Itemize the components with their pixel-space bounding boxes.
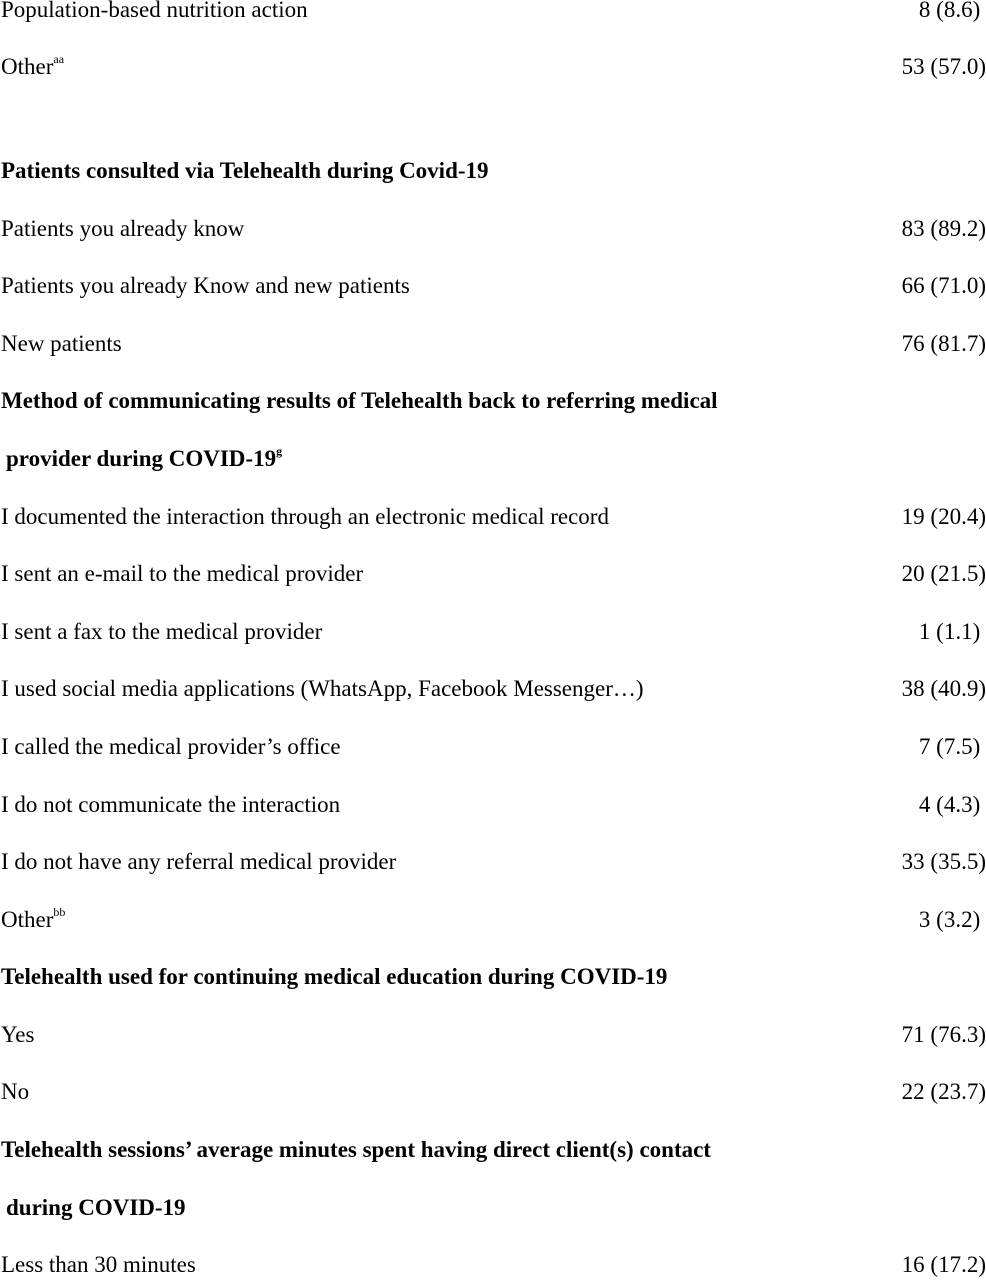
row-value: 71 (76.3): [901, 1022, 986, 1047]
row-label: Patients you already Know and new patients: [1, 273, 410, 298]
row-label: [1, 52, 64, 82]
section-heading-text: Telehealth sessions’ average minutes spent having direct client(s) contact: [1, 1137, 711, 1162]
row-label-text: Other: [1, 54, 54, 79]
section-heading-continued: [0, 1193, 986, 1223]
table-row: [0, 271, 986, 301]
section-heading-text: Method of communicating results of Telehealth back to referring medical: [1, 388, 718, 413]
section-heading: [0, 962, 986, 992]
section-heading: [0, 156, 986, 186]
table-row: [0, 559, 986, 589]
row-label: I sent an e-mail to the medical provider: [1, 561, 364, 586]
table-row: [0, 847, 986, 877]
section-heading-text: Patients consulted via Telehealth during Covid-19: [1, 158, 489, 183]
table-row: [0, 52, 986, 82]
table-row: [0, 1077, 986, 1107]
row-value: 76 (81.7): [901, 331, 986, 356]
table-row: [0, 674, 986, 704]
table-row: [0, 790, 986, 820]
section-heading: [0, 1135, 986, 1165]
section-heading-text: Telehealth used for continuing medical education during COVID-19: [1, 964, 668, 989]
row-value: 8 (8.6): [918, 0, 986, 22]
table-row: [0, 1020, 986, 1050]
row-value: 7 (7.5): [918, 734, 986, 759]
row-value: 1 (1.1): [918, 619, 986, 644]
table-row: [0, 329, 986, 359]
footnote-marker: aa: [53, 52, 65, 67]
row-value: 3 (3.2): [918, 907, 986, 932]
row-label: Less than 30 minutes: [1, 1252, 196, 1277]
table-row: [0, 732, 986, 762]
row-label: I do not have any referral medical provider: [1, 849, 397, 874]
row-value: 33 (35.5): [901, 849, 986, 874]
row-label: Yes: [1, 1022, 35, 1047]
footnote-marker: bb: [53, 905, 66, 920]
row-label: [1, 905, 65, 935]
row-value: 4 (4.3): [918, 792, 986, 817]
table-row: [0, 1250, 986, 1280]
row-value: 20 (21.5): [901, 561, 986, 586]
table-row: [0, 214, 986, 244]
row-value: 22 (23.7): [901, 1079, 986, 1104]
table-row: [0, 502, 986, 532]
row-value: 16 (17.2): [901, 1252, 986, 1277]
row-value: 53 (57.0): [901, 54, 986, 79]
row-value: 19 (20.4): [901, 504, 986, 529]
section-heading-text: [6, 444, 282, 474]
row-value: 66 (71.0): [901, 273, 986, 298]
footnote-marker: g: [276, 444, 283, 459]
section-heading-continued: [0, 444, 986, 474]
row-label: New patients: [1, 331, 122, 356]
heading-text: provider during COVID-19: [6, 446, 277, 471]
row-label-text: Other: [1, 907, 54, 932]
row-label: I sent a fax to the medical provider: [1, 619, 323, 644]
row-value: 38 (40.9): [901, 676, 986, 701]
row-value: 83 (89.2): [901, 216, 986, 241]
section-heading-text: during COVID-19: [6, 1195, 186, 1220]
row-label: I called the medical provider’s office: [1, 734, 341, 759]
row-label: No: [1, 1079, 30, 1104]
row-label: Population-based nutrition action: [1, 0, 308, 22]
row-label: I used social media applications (WhatsApp, Facebook Messenger…): [1, 676, 644, 701]
row-label: I documented the interaction through an electronic medical record: [1, 504, 609, 529]
row-label: Patients you already know: [1, 216, 245, 241]
section-heading: [0, 386, 986, 416]
row-label: I do not communicate the interaction: [1, 792, 341, 817]
table-row: [0, 905, 986, 935]
table-row: [0, 0, 986, 25]
table-row: [0, 617, 986, 647]
